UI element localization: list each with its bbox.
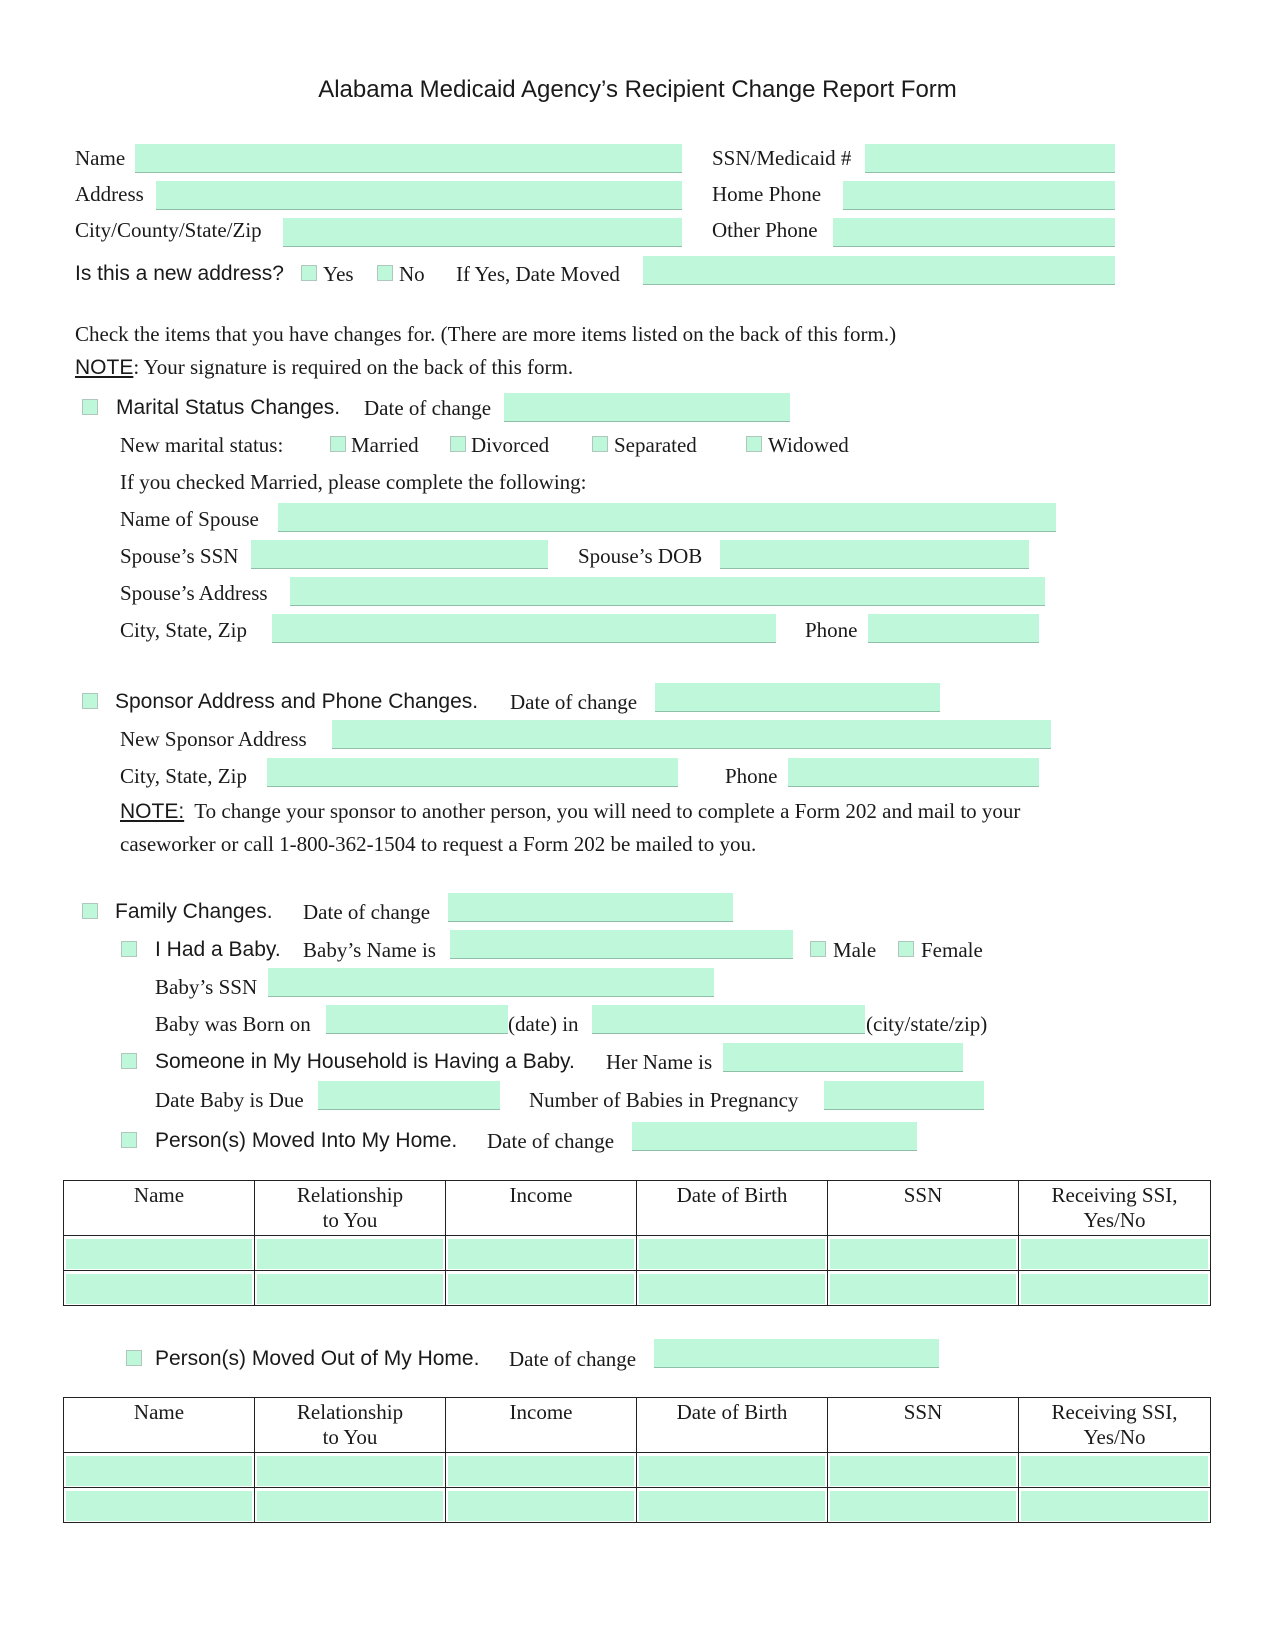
married-instructions: If you checked Married, please complete the following:: [120, 470, 587, 494]
city-county-state-zip-field[interactable]: [283, 218, 682, 247]
spouse-dob-label: Spouse’s DOB: [578, 544, 703, 568]
sponsor-note-line2: caseworker or call 1-800-362-1504 to request a Form 202 be mailed to you.: [120, 832, 757, 856]
table-cell-input[interactable]: [257, 1491, 443, 1521]
spouse-ssn-label: Spouse’s SSN: [120, 544, 239, 568]
widowed-label: Widowed: [768, 433, 849, 457]
header-ssn: SSN: [828, 1398, 1019, 1453]
table-cell-input[interactable]: [257, 1239, 443, 1269]
her-name-field[interactable]: [723, 1043, 963, 1072]
table-cell-input[interactable]: [448, 1491, 634, 1521]
note-label: NOTE: [75, 356, 134, 379]
date-moved-field[interactable]: [643, 256, 1115, 285]
table-row: [64, 1453, 1211, 1488]
moved-out-date-field[interactable]: [654, 1339, 939, 1368]
sponsor-phone-label: Phone: [725, 764, 778, 788]
baby-ssn-label: Baby’s SSN: [155, 975, 258, 999]
new-address-question: Is this a new address?: [75, 262, 284, 285]
header-name: Name: [64, 1181, 255, 1236]
address-label: Address: [75, 182, 144, 206]
spouse-phone-field[interactable]: [868, 614, 1039, 643]
born-on-label: Baby was Born on: [155, 1012, 311, 1036]
due-date-label: Date Baby is Due: [155, 1088, 304, 1112]
header-income: Income: [446, 1398, 637, 1453]
header-name: Name: [64, 1398, 255, 1453]
header-relationship: Relationship to You: [255, 1398, 446, 1453]
family-date-field[interactable]: [448, 893, 733, 922]
marital-date-field[interactable]: [504, 393, 790, 422]
table-cell-input[interactable]: [830, 1274, 1016, 1304]
her-name-label: Her Name is: [606, 1050, 713, 1074]
header-ssi: Receiving SSI, Yes/No: [1019, 1181, 1211, 1236]
separated-label: Separated: [614, 433, 697, 457]
table-row: [64, 1488, 1211, 1523]
header-ssn: SSN: [828, 1181, 1019, 1236]
table-row: [64, 1236, 1211, 1271]
spouse-address-label: Spouse’s Address: [120, 581, 268, 605]
family-date-label: Date of change: [303, 900, 431, 924]
baby-name-field[interactable]: [450, 930, 793, 959]
ssn-medicaid-label: SSN/Medicaid #: [712, 146, 852, 170]
address-field[interactable]: [156, 181, 682, 210]
family-changes-checkbox[interactable]: [82, 903, 98, 919]
instructions-text: Check the items that you have changes for. (There are more items listed on the back of this form.): [75, 322, 897, 346]
sponsor-note: [120, 799, 1020, 824]
had-baby-checkbox[interactable]: [121, 941, 137, 957]
city-state-zip-label: (city/state/zip): [866, 1012, 988, 1036]
date-in-label: (date) in: [508, 1012, 579, 1036]
date-moved-label: If Yes, Date Moved: [456, 262, 620, 286]
city-county-state-zip-label: City/County/State/Zip: [75, 218, 262, 242]
moved-in-heading: Person(s) Moved Into My Home.: [155, 1129, 458, 1152]
table-header-row: [64, 1181, 1211, 1236]
due-date-field[interactable]: [318, 1081, 500, 1110]
moved-out-date-label: Date of change: [509, 1347, 637, 1371]
new-address-yes-checkbox[interactable]: [301, 265, 317, 281]
home-phone-label: Home Phone: [712, 182, 822, 206]
table-cell-input[interactable]: [1021, 1456, 1208, 1486]
widowed-checkbox[interactable]: [746, 436, 762, 452]
other-phone-label: Other Phone: [712, 218, 818, 242]
moved-out-checkbox[interactable]: [126, 1350, 142, 1366]
spouse-city-field[interactable]: [272, 614, 776, 643]
spouse-ssn-field[interactable]: [251, 540, 548, 569]
header-dob: Date of Birth: [637, 1181, 828, 1236]
table-cell-input[interactable]: [257, 1456, 443, 1486]
sponsor-date-field[interactable]: [655, 683, 940, 712]
name-field[interactable]: [135, 144, 682, 173]
num-babies-field[interactable]: [824, 1081, 984, 1110]
male-checkbox[interactable]: [810, 941, 826, 957]
baby-born-date-field[interactable]: [326, 1005, 508, 1034]
new-address-no-checkbox[interactable]: [377, 265, 393, 281]
header-dob: Date of Birth: [637, 1398, 828, 1453]
sponsor-address-field[interactable]: [332, 720, 1051, 749]
separated-checkbox[interactable]: [592, 436, 608, 452]
spouse-name-label: Name of Spouse: [120, 507, 259, 531]
marital-heading: Marital Status Changes.: [116, 396, 341, 419]
married-checkbox[interactable]: [330, 436, 346, 452]
new-marital-status-label: New marital status:: [120, 433, 284, 457]
home-phone-field[interactable]: [843, 181, 1115, 210]
baby-name-label: Baby’s Name is: [303, 938, 436, 962]
table-cell-input[interactable]: [830, 1239, 1016, 1269]
table-cell-input[interactable]: [1021, 1239, 1208, 1269]
had-baby-heading: I Had a Baby.: [155, 938, 281, 961]
table-cell-input[interactable]: [66, 1456, 252, 1486]
marital-date-label: Date of change: [364, 396, 492, 420]
table-cell-input[interactable]: [639, 1456, 825, 1486]
table-cell-input[interactable]: [448, 1239, 634, 1269]
signature-note: [75, 355, 573, 380]
sponsor-heading: Sponsor Address and Phone Changes.: [115, 690, 479, 713]
page-title: Alabama Medicaid Agency’s Recipient Change Report Form: [318, 76, 957, 103]
marital-status-checkbox[interactable]: [82, 399, 98, 415]
moved-out-heading: Person(s) Moved Out of My Home.: [155, 1347, 480, 1370]
table-cell-input[interactable]: [66, 1491, 252, 1521]
table-cell-input[interactable]: [66, 1239, 252, 1269]
female-label: Female: [921, 938, 983, 962]
note-text: : Your signature is required on the back of this form.: [133, 355, 574, 379]
baby-ssn-field[interactable]: [268, 968, 714, 997]
header-income: Income: [446, 1181, 637, 1236]
married-label: Married: [351, 433, 419, 457]
num-babies-label: Number of Babies in Pregnancy: [529, 1088, 799, 1112]
table-cell-input[interactable]: [1021, 1491, 1208, 1521]
sponsor-note-line1: To change your sponsor to another person, you will need to complete a Form 202 and mail to your: [194, 799, 1021, 823]
household-baby-heading: Someone in My Household is Having a Baby.: [155, 1050, 575, 1073]
spouse-name-field[interactable]: [278, 503, 1056, 532]
spouse-phone-label: Phone: [805, 618, 858, 642]
table-cell-input[interactable]: [830, 1491, 1016, 1521]
baby-born-city-field[interactable]: [592, 1005, 865, 1034]
moved-in-date-label: Date of change: [487, 1129, 615, 1153]
sponsor-checkbox[interactable]: [82, 693, 98, 709]
table-cell-input[interactable]: [257, 1274, 443, 1304]
no-label: No: [399, 262, 425, 286]
moved-in-date-field[interactable]: [632, 1122, 917, 1151]
name-label: Name: [75, 146, 126, 170]
spouse-dob-field[interactable]: [720, 540, 1029, 569]
other-phone-field[interactable]: [833, 218, 1115, 247]
household-baby-checkbox[interactable]: [121, 1053, 137, 1069]
table-cell-input[interactable]: [639, 1239, 825, 1269]
sponsor-city-label: City, State, Zip: [120, 764, 247, 788]
female-checkbox[interactable]: [898, 941, 914, 957]
header-ssi: Receiving SSI, Yes/No: [1019, 1398, 1211, 1453]
table-cell-input[interactable]: [448, 1274, 634, 1304]
divorced-label: Divorced: [471, 433, 550, 457]
male-label: Male: [833, 938, 877, 962]
ssn-medicaid-field[interactable]: [865, 144, 1115, 173]
moved-out-table: [63, 1397, 1211, 1523]
sponsor-phone-field[interactable]: [788, 758, 1039, 787]
table-row: [64, 1271, 1211, 1306]
sponsor-date-label: Date of change: [510, 690, 638, 714]
moved-in-checkbox[interactable]: [121, 1132, 137, 1148]
spouse-address-field[interactable]: [290, 577, 1045, 606]
table-cell-input[interactable]: [830, 1456, 1016, 1486]
header-relationship: Relationship to You: [255, 1181, 446, 1236]
yes-label: Yes: [323, 262, 354, 286]
table-cell-input[interactable]: [448, 1456, 634, 1486]
spouse-city-label: City, State, Zip: [120, 618, 247, 642]
table-cell-input[interactable]: [1021, 1274, 1208, 1304]
table-cell-input[interactable]: [639, 1491, 825, 1521]
table-header-row: [64, 1398, 1211, 1453]
table-cell-input[interactable]: [639, 1274, 825, 1304]
family-heading: Family Changes.: [115, 900, 273, 923]
table-cell-input[interactable]: [66, 1274, 252, 1304]
sponsor-note-label: NOTE:: [120, 800, 185, 823]
divorced-checkbox[interactable]: [450, 436, 466, 452]
moved-in-table: [63, 1180, 1211, 1306]
sponsor-city-field[interactable]: [267, 758, 678, 787]
sponsor-address-label: New Sponsor Address: [120, 727, 307, 751]
